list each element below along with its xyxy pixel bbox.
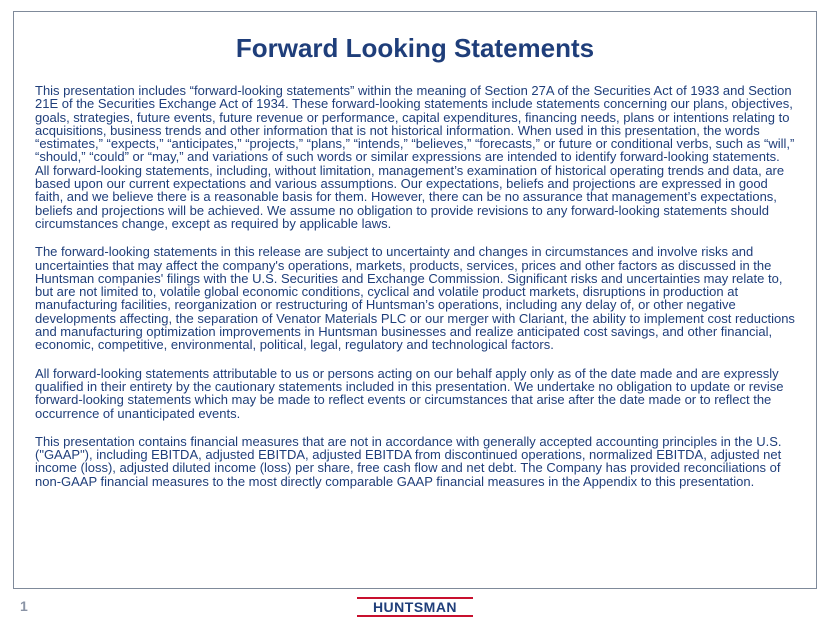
huntsman-logo xyxy=(357,597,473,617)
paragraph-risks: The forward-looking statements in this release are subject to uncertainty and changes in circumstances and involve risks and uncertainties that may affect the company's operations, markets, products, services, prices and other factors as discussed in the Huntsman companies' filings with the U.S. Securities and Exchange Commission. Significant risks and uncertainties may relate to, but are not limited to, volatile global economic conditions, cyclical and volatile product markets, disruptions in production at manufacturing facilities, reorganization or restructuring of Huntsman’s operations, including any delay of, or other negative developments affecting, the separation of Venator Materials PLC or our merger with Clariant, the ability to implement cost reductions and manufacturing optimization improvements in Huntsman businesses and realize anticipated cost savings, and other financial, economic, competitive, environmental, political, legal, regulatory and technological factors. xyxy=(35,244,795,353)
page-number: 1 xyxy=(20,598,28,614)
paragraph-non-gaap: This presentation contains financial measures that are not in accordance with generally accepted accounting principles in the U.S. ("GAAP"), including EBITDA, adjusted EBITDA, adjusted EBITDA from discontinued operations, normalized EBITDA, adjusted net income (loss), adjusted diluted income (loss) per share, free cash flow and net debt. The Company has provided reconciliations of non-GAAP financial measures to the most directly comparable GAAP financial measures in the Appendix to this presentation. xyxy=(35,433,782,489)
slide-title: Forward Looking Statements xyxy=(235,33,595,63)
logo-bottom-bar xyxy=(357,615,473,617)
slide-body xyxy=(35,84,797,503)
logo-wordmark: HUNTSMAN xyxy=(372,599,458,615)
paragraph-forward-looking: This presentation includes “forward-looking statements” within the meaning of Section 27A of the Securities Act of 1933 and Section 21E of the Securities Exchange Act of 1934. These forward-looking statements include statements concerning our plans, objectives, goals, strategies, future events, future revenue or performance, capital expenditures, financing needs, plans or intentions relating to acquisitions, business trends and other information that is not historical information. When used in this presentation, the words “estimates,” “expects,” “anticipates,” “projects,” “plans,” “intends,” “believes,” “forecasts,” or future or conditional verbs, such as “will,” “should,” “could” or “may,” and variations of such words or similar expressions are intended to identify forward-looking statements. All forward-looking statements, including, without limitation, management’s examination of historical operating trends and data, are based upon our current expectations and various assumptions. Our expectations, beliefs and projections are expressed in good faith, and we believe there is a reasonable basis for them. However, there can be no assurance that management’s expectations, beliefs and projections will be achieved. We assume no obligation to provide revisions to any forward-looking statements should circumstances change, except as required by applicable laws. xyxy=(35,83,795,231)
paragraph-attribution: All forward-looking statements attributable to us or persons acting on our behalf apply only as of the date made and are expressly qualified in their entirety by the cautionary statements included in this presentation. We undertake no obligation to update or revise forward-looking statements which may be made to reflect events or circumstances that arise after the date made or to reflect the occurrence of unanticipated events. xyxy=(35,365,784,421)
